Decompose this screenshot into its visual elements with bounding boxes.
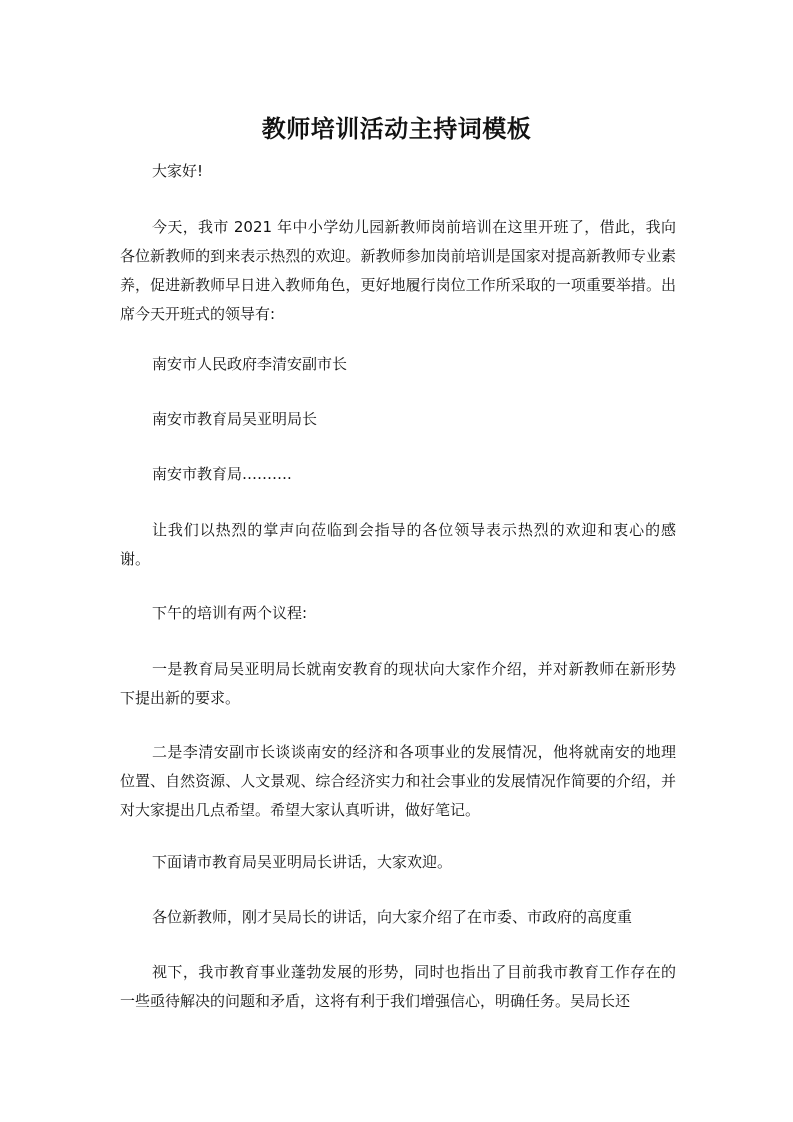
invite-speech-paragraph: 下面请市教育局吴亚明局长讲话，大家欢迎。 <box>152 853 453 871</box>
leader-bureau-director: 南安市教育局吴亚明局长 <box>152 410 318 428</box>
leader-bureau-other: 南安市教育局………. <box>152 465 292 483</box>
agenda-intro-paragraph: 下午的培训有两个议程: <box>152 604 308 622</box>
opening-paragraph: 今天，我市 2021 年中小学幼儿园新教师岗前培训在这里开班了，借此，我向各位新教师的到来表示热烈的欢迎。新教师参加岗前培训是国家对提高新教师专业素养，促进新教师早日进入教师角色，更好地履行岗位工作所采取的一项重要举措。出席今天开班式的领导有: <box>120 218 676 323</box>
document-title: 教师培训活动主持词模板 <box>261 115 532 143</box>
greeting-paragraph: 大家好! <box>152 162 204 180</box>
welcome-applause-paragraph: 让我们以热烈的掌声向莅临到会指导的各位领导表示热烈的欢迎和衷心的感谢。 <box>120 521 676 568</box>
agenda-item-two: 二是李清安副市长谈谈南安的经济和各项事业的发展情况，他将就南安的地理位置、自然资源、人文景观、综合经济实力和社会事业的发展情况作简要的介绍，并对大家提出几点希望。希望大家认真听讲，做好笔记。 <box>120 743 676 819</box>
agenda-item-one: 一是教育局吴亚明局长就南安教育的现状向大家作介绍，并对新教师在新形势下提出新的要求。 <box>120 660 676 707</box>
leader-vice-mayor: 南安市人民政府李清安副市长 <box>152 355 348 373</box>
summary-paragraph-continued: 视下，我市教育事业蓬勃发展的形势，同时也指出了目前我市教育工作存在的一些亟待解决的问题和矛盾，这将有利于我们增强信心，明确任务。吴局长还 <box>120 963 676 1010</box>
summary-paragraph-start: 各位新教师，刚才吴局长的讲话，向大家介绍了在市委、市政府的高度重 <box>152 908 633 926</box>
